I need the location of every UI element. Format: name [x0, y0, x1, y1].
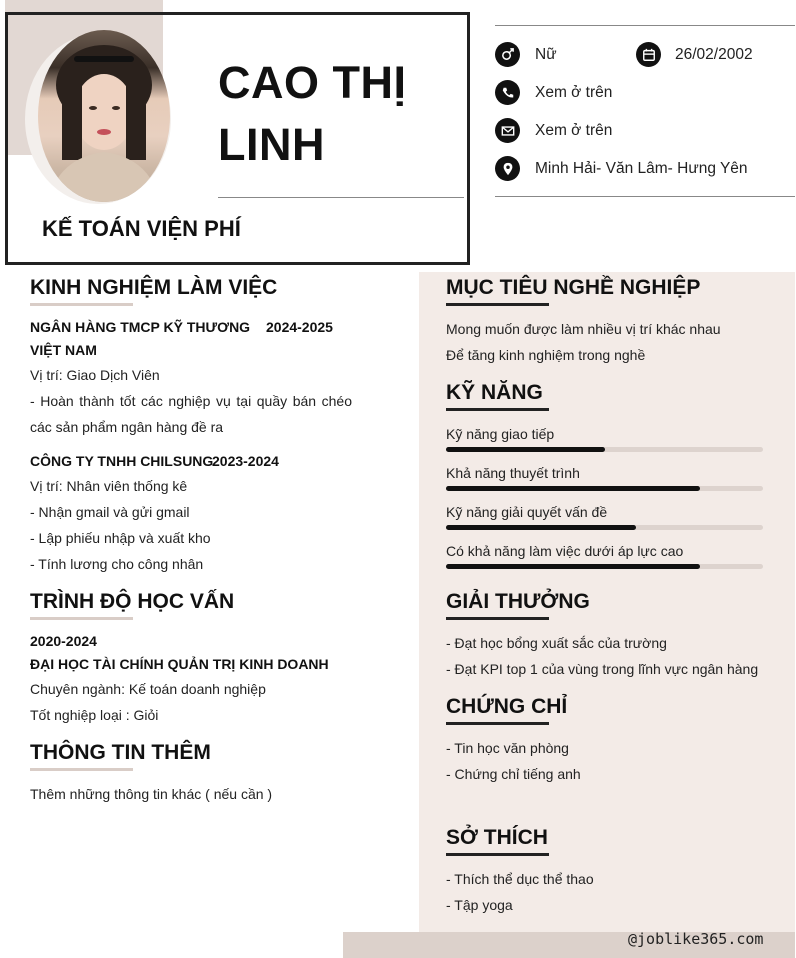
award-item: - Đạt học bổng xuất sắc của trường	[446, 635, 667, 651]
hobbies-underline	[446, 853, 549, 856]
objective-underline	[446, 303, 549, 306]
phone-value: Xem ở trên	[535, 84, 613, 101]
education-grade: Tốt nghiệp loại : Giỏi	[30, 707, 159, 723]
job2-company: CÔNG TY TNHH CHILSUNG	[30, 453, 214, 469]
objective-line: Để tăng kinh nghiệm trong nghề	[446, 347, 646, 363]
experience-heading: KINH NGHIỆM LÀM VIỆC	[30, 276, 278, 299]
email-value: Xem ở trên	[535, 122, 613, 139]
skill-bar-fill	[446, 525, 636, 530]
awards-heading: GIẢI THƯỞNG	[446, 590, 590, 613]
skill-bar	[446, 564, 763, 569]
skill-bar-fill	[446, 564, 700, 569]
hobby-item: - Tập yoga	[446, 897, 513, 913]
phone-icon	[495, 80, 520, 105]
job1-period: 2024-2025	[266, 319, 333, 335]
certificate-item: - Chứng chỉ tiếng anh	[446, 766, 581, 782]
extra-text: Thêm những thông tin khác ( nếu cần )	[30, 786, 273, 802]
address-value: Minh Hải- Văn Lâm- Hưng Yên	[535, 160, 748, 177]
education-major: Chuyên ngành: Kế toán doanh nghiệp	[30, 681, 266, 697]
skill-label: Khả năng thuyết trình	[446, 465, 580, 481]
extra-underline	[30, 768, 133, 771]
gender-value: Nữ	[535, 46, 557, 63]
info-top-divider	[495, 25, 795, 26]
education-underline	[30, 617, 133, 620]
job2-position: Vị trí: Nhân viên thống kê	[30, 478, 188, 494]
skill-bar	[446, 486, 763, 491]
skill-label: Có khả năng làm việc dưới áp lực cao	[446, 543, 684, 559]
certificate-item: - Tin học văn phòng	[446, 740, 569, 756]
name-divider	[218, 197, 464, 198]
skills-underline	[446, 408, 549, 411]
skill-label: Kỹ năng giải quyết vấn đề	[446, 504, 608, 520]
job1-position: Vị trí: Giao Dịch Viên	[30, 367, 160, 383]
education-heading: TRÌNH ĐỘ HỌC VẤN	[30, 590, 235, 613]
objective-line: Mong muốn được làm nhiều vị trí khác nhau	[446, 321, 721, 337]
education-period: 2020-2024	[30, 633, 97, 649]
certificates-heading: CHỨNG CHỈ	[446, 695, 568, 718]
job2-period: 2023-2024	[212, 453, 279, 469]
skill-bar	[446, 447, 763, 452]
job2-bullet: - Tính lương cho công nhân	[30, 556, 204, 572]
skill-bar	[446, 525, 763, 530]
job1-desc-line2: các sản phẩm ngân hàng đề ra	[30, 419, 224, 435]
job1-company-line1: NGÂN HÀNG TMCP KỸ THƯƠNG	[30, 319, 251, 335]
location-icon	[495, 156, 520, 181]
calendar-icon	[636, 42, 661, 67]
objective-heading: MỤC TIÊU NGHỀ NGHIỆP	[446, 276, 701, 299]
info-bottom-divider	[495, 196, 795, 197]
skills-heading: KỸ NĂNG	[446, 381, 543, 404]
job2-bullet: - Lập phiếu nhập và xuất kho	[30, 530, 211, 546]
skill-bar-fill	[446, 447, 605, 452]
hobby-item: - Thích thể dục thể thao	[446, 871, 594, 887]
skill-label: Kỹ năng giao tiếp	[446, 426, 555, 442]
job-title: KẾ TOÁN VIỆN PHÍ	[42, 216, 241, 241]
avatar	[38, 30, 170, 202]
full-name	[218, 52, 458, 176]
job1-desc-line1: - Hoàn thành tốt các nghiệp vụ tại quầy bán chéo	[30, 393, 352, 409]
mail-icon	[495, 118, 520, 143]
skill-bar-fill	[446, 486, 700, 491]
name-line-1: CAO THỊ	[218, 57, 407, 108]
job2-bullet: - Nhận gmail và gửi gmail	[30, 504, 190, 520]
education-school: ĐẠI HỌC TÀI CHÍNH QUẢN TRỊ KINH DOANH	[30, 656, 329, 672]
gender-icon	[495, 42, 520, 67]
birthday-value: 26/02/2002	[675, 46, 753, 63]
job1-company-line2: VIỆT NAM	[30, 342, 97, 358]
award-item: - Đạt KPI top 1 của vùng trong lĩnh vực ngân hàng	[446, 661, 759, 677]
certificates-underline	[446, 722, 549, 725]
extra-heading: THÔNG TIN THÊM	[30, 741, 211, 764]
site-watermark: @joblike365.com	[628, 930, 764, 948]
awards-underline	[446, 617, 549, 620]
name-line-2: LINH	[218, 119, 325, 170]
experience-underline	[30, 303, 133, 306]
hobbies-heading: SỞ THÍCH	[446, 826, 548, 849]
